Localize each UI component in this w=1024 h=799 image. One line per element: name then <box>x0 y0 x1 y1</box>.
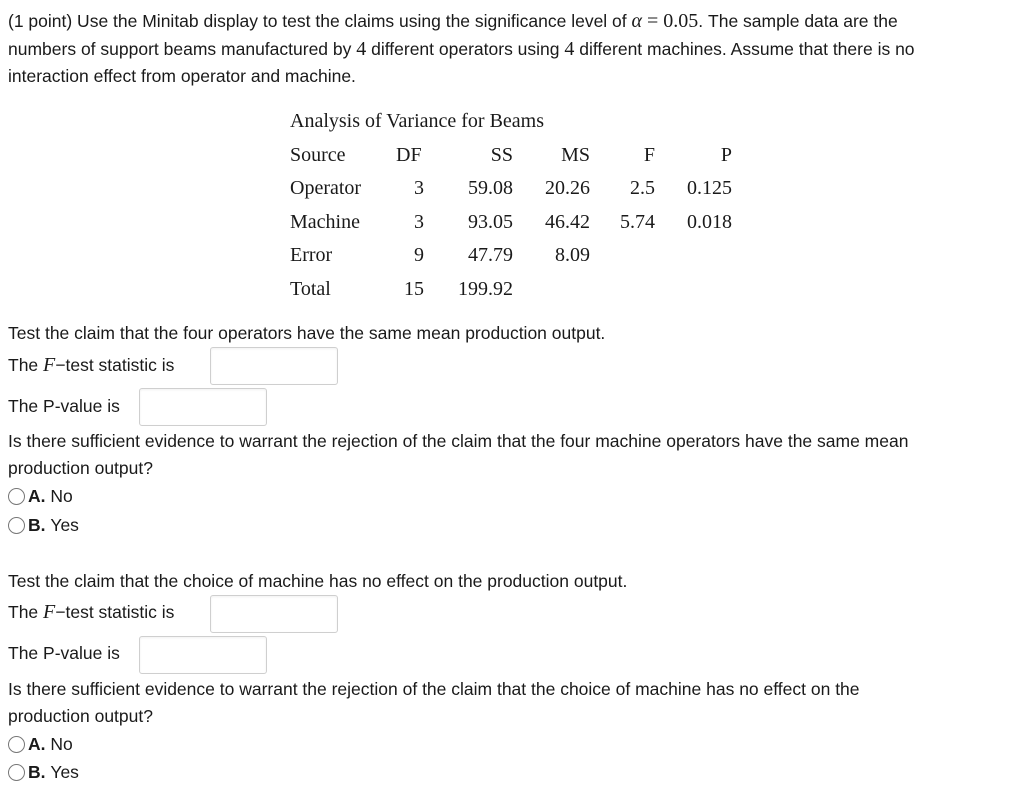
option-letter: A. <box>28 486 46 506</box>
part1-f-label <box>8 352 174 379</box>
row-machine-df: 3 <box>414 211 424 233</box>
row-machine-p: 0.018 <box>687 211 732 233</box>
intro-text: numbers of support beams manufactured by <box>8 39 357 59</box>
radio-button[interactable] <box>8 736 25 753</box>
part1-p-value-input[interactable] <box>139 388 267 426</box>
part1-question-line2: production output? <box>8 458 153 478</box>
row-machine-ms: 46.42 <box>545 211 590 233</box>
row-operator-f: 2.5 <box>630 177 655 199</box>
header-source: Source <box>290 144 346 166</box>
part1-f-statistic-input[interactable] <box>210 347 338 385</box>
header-ss: SS <box>490 144 513 166</box>
intro-text: . The sample data are the <box>698 11 898 31</box>
row-error-ms: 8.09 <box>555 244 590 266</box>
alpha-value: = 0.05 <box>642 10 699 32</box>
intro-line-1 <box>8 8 898 35</box>
option-text: Yes <box>50 762 79 782</box>
part2-f-label <box>8 599 174 626</box>
header-ms: MS <box>561 144 590 166</box>
part1-option-b[interactable] <box>8 512 79 539</box>
intro-line-3 <box>8 63 356 90</box>
part2-question-line2: production output? <box>8 706 153 726</box>
option-text: Yes <box>50 515 79 535</box>
row-operator-source: Operator <box>290 177 362 199</box>
label-text: The <box>8 355 44 375</box>
intro-text: different machines. Assume that there is no <box>574 39 915 59</box>
row-error-ss: 47.79 <box>468 244 513 266</box>
label-text: The <box>8 602 44 622</box>
option-text: No <box>50 734 73 754</box>
f-variable: F <box>43 601 56 623</box>
intro-text: interaction effect from operator and machine. <box>8 66 356 86</box>
header-f: F <box>643 144 655 166</box>
radio-button[interactable] <box>8 488 25 505</box>
option-letter: A. <box>28 734 46 754</box>
option-text: No <box>50 486 73 506</box>
row-machine-source: Machine <box>290 211 360 233</box>
row-error-df: 9 <box>414 244 424 266</box>
option-letter: B. <box>28 515 46 535</box>
intro-text: different operators using <box>366 39 565 59</box>
intro-text: (1 point) Use the Minitab display to test the claims using the significance level of <box>8 11 632 31</box>
part1-claim: Test the claim that the four operators have the same mean production output. <box>8 323 606 343</box>
part2-claim: Test the claim that the choice of machine has no effect on the production output. <box>8 571 628 591</box>
header-df: DF <box>396 144 422 166</box>
row-total-ss: 199.92 <box>458 278 513 300</box>
machine-count: 4 <box>564 38 575 60</box>
label-text: −test statistic is <box>55 355 175 375</box>
row-total-source: Total <box>290 278 331 300</box>
intro-line-2 <box>8 36 915 63</box>
row-operator-ss: 59.08 <box>468 177 513 199</box>
part1-p-label: The P-value is <box>8 396 120 416</box>
part1-option-a[interactable] <box>8 483 73 510</box>
radio-button[interactable] <box>8 517 25 534</box>
row-machine-f: 5.74 <box>620 211 655 233</box>
radio-button[interactable] <box>8 764 25 781</box>
part2-question-line1: Is there sufficient evidence to warrant the rejection of the claim that the choice of machine has no effect on the <box>8 679 860 699</box>
part2-p-label: The P-value is <box>8 643 120 663</box>
alpha-symbol: α <box>631 10 643 32</box>
part2-f-statistic-input[interactable] <box>210 595 338 633</box>
f-variable: F <box>43 354 56 376</box>
anova-title: Analysis of Variance for Beams <box>290 110 545 132</box>
option-letter: B. <box>28 762 46 782</box>
part2-option-a[interactable] <box>8 731 73 758</box>
row-error-source: Error <box>290 244 333 266</box>
row-operator-df: 3 <box>414 177 424 199</box>
part2-p-value-input[interactable] <box>139 636 267 674</box>
row-operator-p: 0.125 <box>687 177 732 199</box>
part1-question-line1: Is there sufficient evidence to warrant the rejection of the claim that the four machine operators have the same mean <box>8 431 909 451</box>
label-text: −test statistic is <box>55 602 175 622</box>
row-machine-ss: 93.05 <box>468 211 513 233</box>
row-total-df: 15 <box>404 278 424 300</box>
operator-count: 4 <box>356 38 367 60</box>
row-operator-ms: 20.26 <box>545 177 590 199</box>
part2-option-b[interactable] <box>8 759 79 786</box>
header-p: P <box>720 144 732 166</box>
